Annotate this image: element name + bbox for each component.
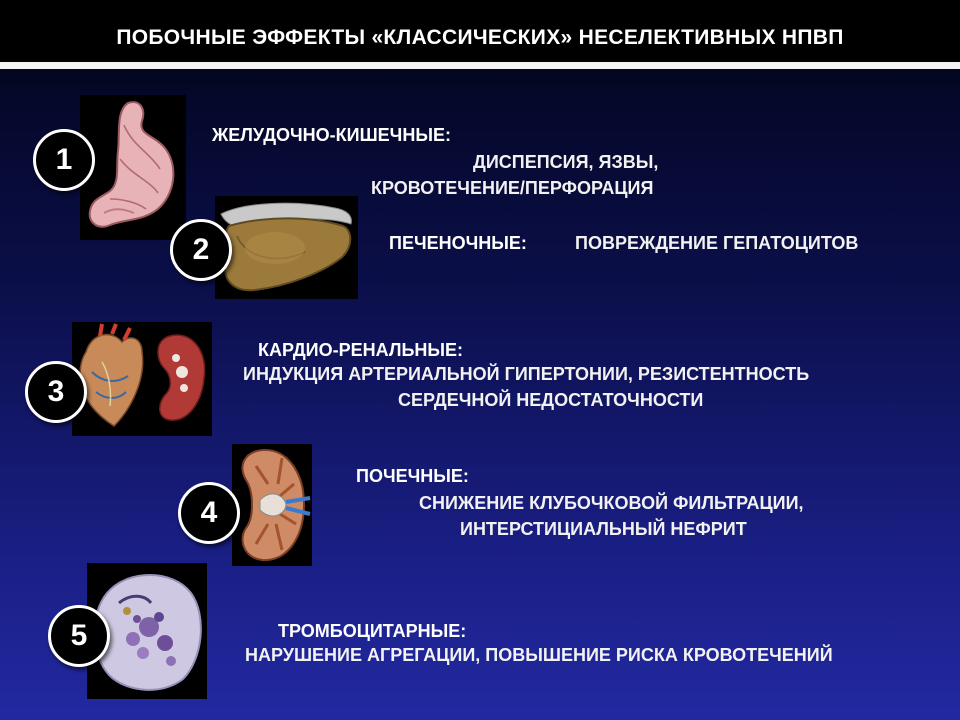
item-3-number-badge: 3 bbox=[25, 361, 87, 423]
stomach-image bbox=[80, 95, 186, 240]
item-2-number-badge: 2 bbox=[170, 219, 232, 281]
item-4-line-1: СНИЖЕНИЕ КЛУБОЧКОВОЙ ФИЛЬТРАЦИИ, bbox=[419, 493, 804, 513]
item-1-line-1: ДИСПЕПСИЯ, ЯЗВЫ, bbox=[473, 152, 659, 172]
title-divider bbox=[0, 62, 960, 69]
item-3-line-1: ИНДУКЦИЯ АРТЕРИАЛЬНОЙ ГИПЕРТОНИИ, РЕЗИСТЕНТНОСТЬ bbox=[243, 364, 810, 384]
item-1-heading: ЖЕЛУДОЧНО-КИШЕЧНЫЕ: bbox=[212, 125, 451, 145]
kidney-image bbox=[232, 444, 312, 566]
item-3-heading: КАРДИО-РЕНАЛЬНЫЕ: bbox=[258, 340, 464, 360]
liver-image bbox=[215, 196, 358, 299]
item-5-line-1: НАРУШЕНИЕ АГРЕГАЦИИ, ПОВЫШЕНИЕ РИСКА КРОВОТЕЧЕНИЙ bbox=[245, 645, 833, 665]
heart-kidney-image bbox=[72, 322, 212, 436]
item-2-heading: ПЕЧЕНОЧНЫЕ: bbox=[389, 233, 527, 253]
item-1-number-badge: 1 bbox=[33, 129, 95, 191]
item-1-line-2: КРОВОТЕЧЕНИЕ/ПЕРФОРАЦИЯ bbox=[371, 178, 654, 198]
item-5-number-badge: 5 bbox=[48, 605, 110, 667]
item-2-line-1: ПОВРЕЖДЕНИЕ ГЕПАТОЦИТОВ bbox=[575, 233, 859, 253]
item-4-number-badge: 4 bbox=[178, 482, 240, 544]
item-3-line-2: СЕРДЕЧНОЙ НЕДОСТАТОЧНОСТИ bbox=[398, 390, 704, 410]
item-4-line-2: ИНТЕРСТИЦИАЛЬНЫЙ НЕФРИТ bbox=[460, 519, 747, 539]
item-5-heading: ТРОМБОЦИТАРНЫЕ: bbox=[278, 621, 467, 641]
slide-title: ПОБОЧНЫЕ ЭФФЕКТЫ «КЛАССИЧЕСКИХ» НЕСЕЛЕКТИВНЫХ НПВП bbox=[116, 26, 844, 49]
item-4-heading: ПОЧЕЧНЫЕ: bbox=[356, 466, 469, 486]
